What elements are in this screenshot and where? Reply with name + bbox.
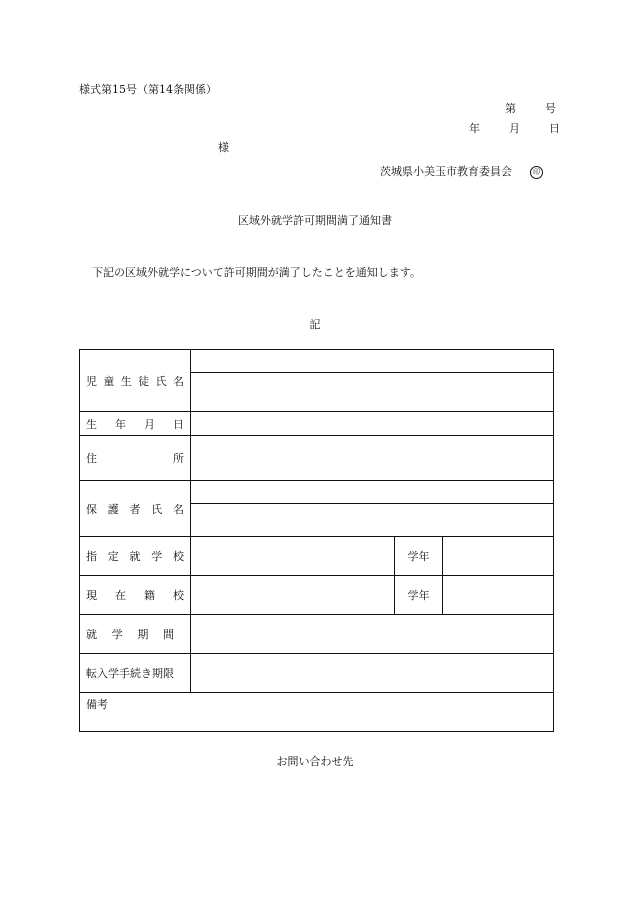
date-day: 日 bbox=[549, 122, 560, 135]
remarks-box[interactable] bbox=[80, 693, 554, 732]
transfer-deadline-label: 転入学手続き期限 bbox=[80, 654, 191, 693]
issuer-line bbox=[380, 163, 543, 179]
current-grade-field[interactable] bbox=[443, 576, 554, 615]
current-school-field[interactable] bbox=[191, 576, 395, 615]
date-month: 月 bbox=[509, 122, 520, 135]
address-field[interactable] bbox=[191, 436, 554, 481]
document-title: 区域外就学許可期間満了通知書 bbox=[238, 214, 392, 227]
designated-grade-label: 学年 bbox=[395, 537, 443, 576]
transfer-deadline-field[interactable] bbox=[191, 654, 554, 693]
birth-date-field[interactable] bbox=[191, 412, 554, 436]
current-grade-label: 学年 bbox=[395, 576, 443, 615]
remarks-label: 備考 bbox=[86, 698, 108, 711]
designated-school-field[interactable] bbox=[191, 537, 395, 576]
current-school-label: 現 在 籍 校 bbox=[80, 576, 191, 615]
seal-mark: 印 bbox=[530, 166, 543, 179]
ki-heading: 記 bbox=[309, 318, 321, 331]
notice-form-table bbox=[79, 349, 554, 732]
date-year: 年 bbox=[469, 122, 480, 135]
guardian-name-label: 保 護 者 氏 名 bbox=[80, 481, 191, 537]
body-text: 下記の区域外就学について許可期間が満了したことを通知します。 bbox=[92, 266, 421, 279]
birth-date-label: 生 年 月 日 bbox=[80, 412, 191, 436]
recipient-suffix: 様 bbox=[218, 141, 229, 154]
form-number: 様式第15号（第14条関係） bbox=[79, 83, 217, 96]
enrollment-period-label: 就 学 期 間 bbox=[80, 615, 191, 654]
guardian-name-furigana-field[interactable] bbox=[191, 481, 554, 504]
date-line bbox=[469, 120, 560, 136]
issuer-name: 茨城県小美玉市教育委員会 bbox=[380, 165, 512, 178]
document-number-line bbox=[505, 100, 556, 116]
number-dai: 第 bbox=[505, 102, 516, 115]
student-name-label: 児 童 生 徒 氏 名 bbox=[80, 350, 191, 412]
number-go: 号 bbox=[545, 102, 556, 115]
student-name-field[interactable] bbox=[191, 373, 554, 412]
contact-heading: お問い合わせ先 bbox=[276, 755, 354, 768]
designated-school-label: 指 定 就 学 校 bbox=[80, 537, 191, 576]
address-label: 住 所 bbox=[80, 436, 191, 481]
guardian-name-field[interactable] bbox=[191, 504, 554, 537]
student-name-furigana-field[interactable] bbox=[191, 350, 554, 373]
designated-grade-field[interactable] bbox=[443, 537, 554, 576]
enrollment-period-field[interactable] bbox=[191, 615, 554, 654]
